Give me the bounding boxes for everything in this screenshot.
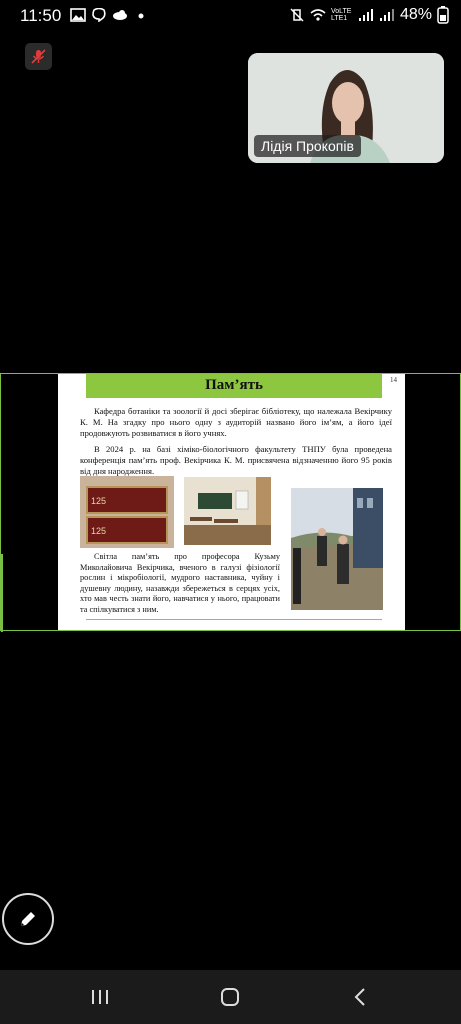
status-bar bbox=[0, 0, 461, 34]
clock: 11:50 bbox=[20, 6, 62, 25]
system-nav-bar bbox=[0, 970, 461, 1024]
battery-percent: 48% bbox=[399, 6, 432, 23]
participant-name: Лідія Прокопів bbox=[254, 135, 361, 157]
viber-icon bbox=[91, 8, 107, 22]
slide-page-number: 14 bbox=[390, 376, 397, 384]
network-type: VoLTE LTE1 bbox=[330, 8, 352, 22]
shared-slide[interactable] bbox=[58, 374, 405, 630]
gallery-icon bbox=[70, 8, 86, 22]
home-button[interactable] bbox=[210, 984, 250, 1010]
back-icon bbox=[340, 984, 380, 1010]
signal-2-icon bbox=[379, 8, 395, 22]
recent-apps-icon bbox=[80, 984, 120, 1010]
mic-off-icon bbox=[30, 48, 47, 65]
back-button[interactable] bbox=[340, 984, 380, 1010]
notification-dot-icon bbox=[133, 8, 149, 22]
people-at-train-photo bbox=[291, 488, 383, 610]
participant-video[interactable] bbox=[248, 53, 444, 163]
door-plates-photo bbox=[80, 476, 174, 548]
home-icon bbox=[210, 984, 250, 1010]
signal-icon bbox=[358, 8, 374, 22]
vibrate-mute-icon bbox=[289, 8, 305, 22]
recent-apps-button[interactable] bbox=[80, 984, 120, 1010]
classroom-photo bbox=[184, 477, 271, 545]
weather-icon bbox=[112, 8, 128, 22]
pencil-icon bbox=[18, 909, 38, 929]
slide-bottom-rule bbox=[86, 619, 382, 620]
door-plate: 125 bbox=[86, 486, 168, 514]
slide-title: Пам’ять bbox=[205, 377, 263, 393]
slide-paragraph-2: В 2024 р. на базі хіміко-біологічного факультету ТНПУ була проведена конференція пам’ять проф. Векірчика К. М. присвячена відзначенню його 95 років від дня народження. bbox=[80, 444, 392, 476]
slide-caption: Світла пам’ять про професора Кузьму Миколайовича Векірчика, вченого в галузі фізіології рослин і мікробіології, мудрого наставника, чуйну і душевну людину, назавжди збережеться в серцях усіх, хто мав честь знати його, навчатися у нього, працювати та спілкуватися з ним. bbox=[80, 552, 280, 614]
mic-mute-button[interactable] bbox=[25, 43, 52, 70]
annotate-button[interactable] bbox=[2, 893, 54, 945]
slide-title-bar bbox=[86, 374, 382, 398]
wifi-icon bbox=[310, 8, 326, 22]
slide-paragraph-1: Кафедра ботаніки та зоології й досі зберігає бібліотеку, що належала Векірчику К. М. На згадку про нього одну з аудиторій названо його ім’ям, а його ідеї продовжують розвиватися в його учнях. bbox=[80, 406, 392, 438]
battery-icon bbox=[437, 6, 449, 24]
door-plate: 125 bbox=[86, 516, 168, 544]
